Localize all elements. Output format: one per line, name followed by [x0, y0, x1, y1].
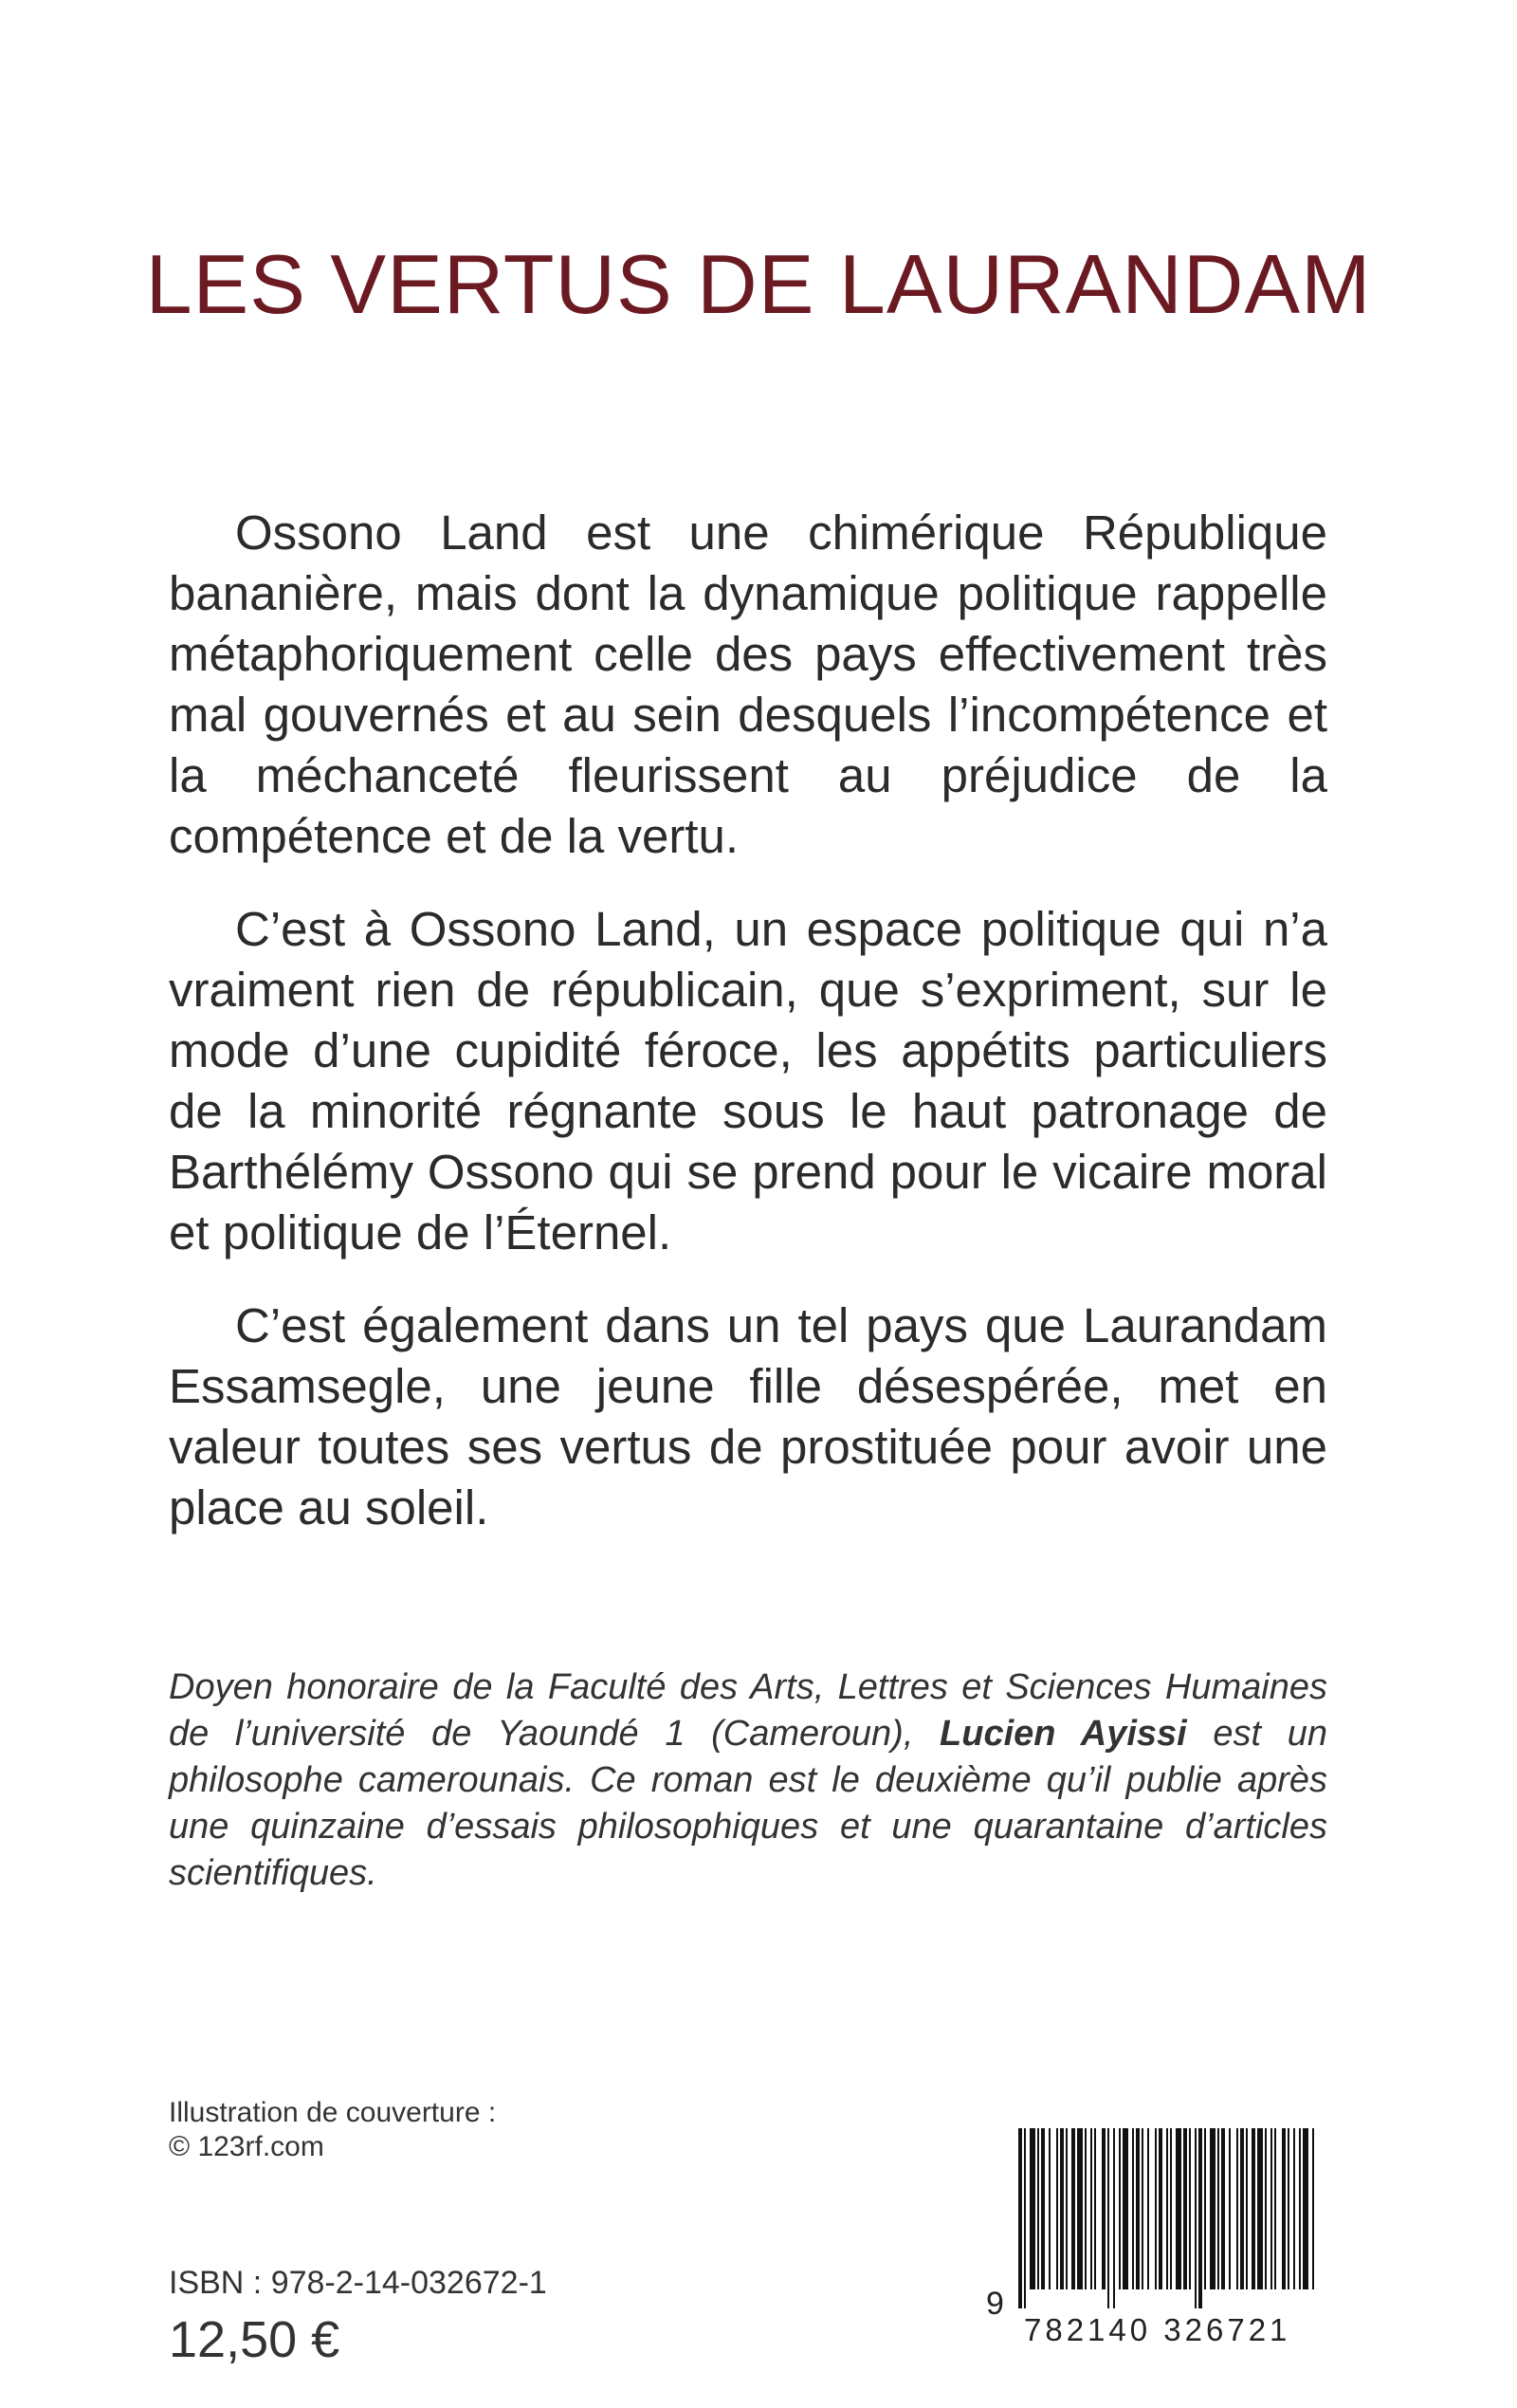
bio-intro: Doyen honoraire de la Faculté des Arts, Lettres et Sciences Humaines de l’université de Yaoundé 1 (Cameroun),: [169, 1667, 1327, 1754]
barcode-first-digit: 9: [986, 2286, 1004, 2322]
summary-paragraph: C’est également dans un tel pays que Laurandam Essamsegle, une jeune fille désespérée, met en valeur toutes ses vertus de prostituée pour avoir une place au soleil.: [169, 1298, 1327, 1535]
summary-paragraph: Ossono Land est une chimérique République bananière, mais dont la dynamique politique rappelle métaphoriquement celle des pays effectivement très mal gouvernés et au sein desquels l’incompétence et la méchanceté fleurissent au préjudice de la compétence et de la vertu.: [169, 505, 1327, 863]
bio-rest: est un philosophe camerounais. Ce roman est le deuxième qu’il publie après une quinzaine d’essais philosophiques et une quarantaine d’articles scientifiques.: [169, 1714, 1327, 1893]
summary: [169, 503, 1327, 1571]
summary-paragraph: C’est à Ossono Land, un espace politique qui n’a vraiment rien de républicain, que s’expriment, sur le mode d’une cupidité féroce, les appétits particuliers de la minorité régnante sous le haut patronage de Barthélémy Ossono qui se prend pour le vicaire moral et politique de l’Éternel.: [169, 902, 1327, 1259]
credits-label: Illustration de couverture :: [169, 2097, 497, 2128]
book-title: LES VERTUS DE LAURANDAM: [145, 237, 1372, 331]
price: 12,50 €: [169, 2311, 340, 2368]
barcode-bars-icon: [1018, 2128, 1314, 2308]
barcode: [986, 2115, 1327, 2347]
cover-credits: [169, 2096, 496, 2164]
author-bio: [169, 1664, 1327, 1897]
credits-source: © 123rf.com: [169, 2131, 324, 2162]
isbn: ISBN : 978-2-14-032672-1: [169, 2265, 547, 2301]
barcode-digits: 782140 326721: [1024, 2312, 1308, 2348]
author-name: Lucien Ayissi: [940, 1714, 1187, 1754]
